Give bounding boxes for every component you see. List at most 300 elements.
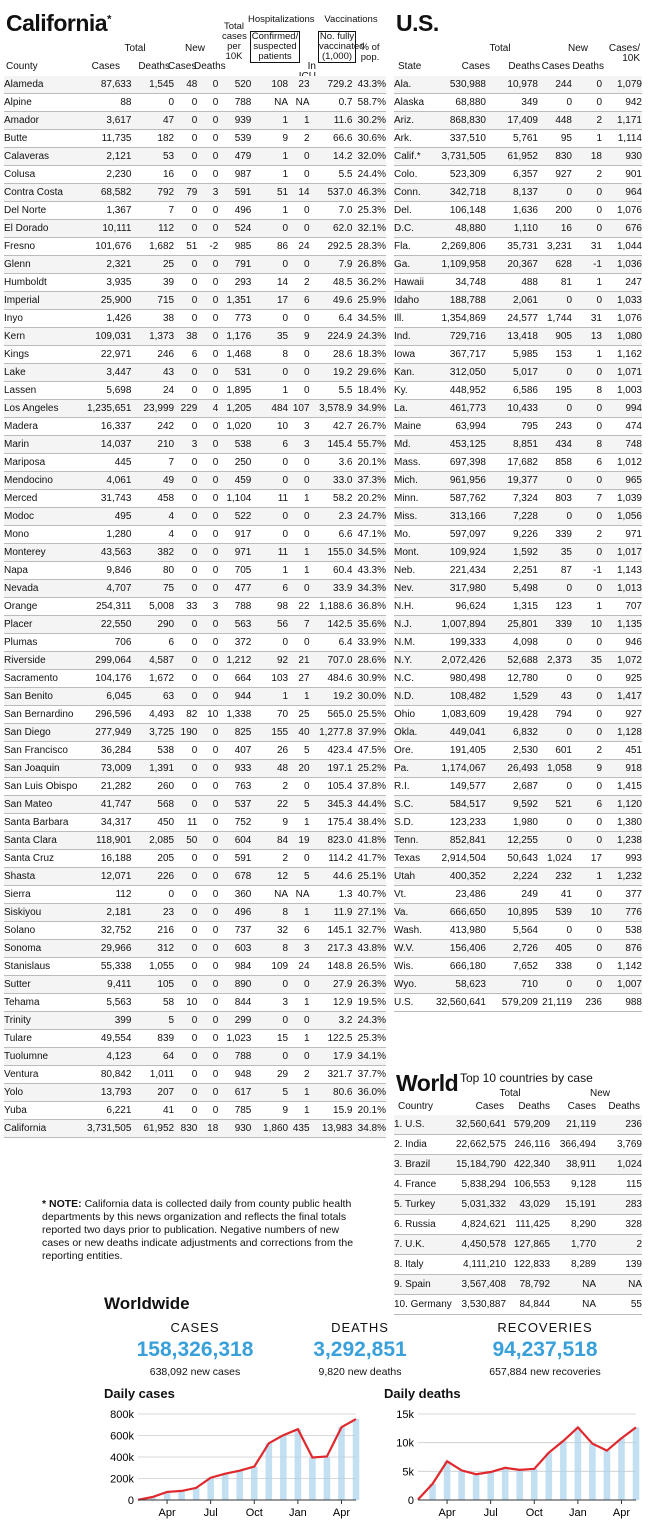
- cases-per-10k: 451: [602, 742, 642, 760]
- new-deaths: 0: [197, 274, 218, 292]
- new-deaths: -1: [572, 562, 602, 580]
- ca-header-county: County: [6, 61, 38, 72]
- total-cases: 199,333: [434, 634, 486, 652]
- new-deaths: 0: [197, 760, 218, 778]
- state-name: Tenn.: [394, 832, 434, 850]
- state-name: Texas: [394, 850, 434, 868]
- cases-per-10k: 496: [218, 202, 251, 220]
- cases-per-10k: 360: [218, 886, 251, 904]
- state-row: [394, 634, 642, 652]
- total-deaths: 1,110: [486, 220, 538, 238]
- county-name: Yolo: [4, 1084, 87, 1102]
- new-deaths: 0: [572, 688, 602, 706]
- icu-patients: 5: [288, 742, 309, 760]
- cases-per-10k: 1,012: [602, 454, 642, 472]
- worldwide-deaths-value: 3,292,851: [313, 1338, 407, 1361]
- fully-vaccinated: 122.5: [310, 1030, 353, 1048]
- total-cases: 32,560,641: [456, 1115, 506, 1135]
- hosp-patients: 29: [251, 1066, 288, 1084]
- fully-vaccinated: 17.9: [310, 1048, 353, 1066]
- cases-per-10k: 788: [218, 1048, 251, 1066]
- total-deaths: 6,586: [486, 382, 538, 400]
- average-line: [138, 1419, 356, 1500]
- county-row: [4, 1030, 386, 1048]
- total-cases: 868,830: [434, 112, 486, 130]
- hosp-patients: 8: [251, 346, 288, 364]
- state-row: [394, 760, 642, 778]
- new-deaths: 236: [572, 994, 602, 1012]
- total-deaths: 13,418: [486, 328, 538, 346]
- world-title: World: [396, 1070, 459, 1096]
- country-row: [394, 1115, 642, 1135]
- total-cases: 73,009: [87, 760, 132, 778]
- cases-per-10k: 1,023: [218, 1030, 251, 1048]
- icu-patients: 2: [288, 130, 309, 148]
- total-deaths: 382: [131, 544, 174, 562]
- total-cases: 108,482: [434, 688, 486, 706]
- new-cases: 43: [538, 688, 572, 706]
- hosp-patients: 86: [251, 238, 288, 256]
- cases-per-10k: 773: [218, 310, 251, 328]
- new-deaths: 0: [197, 76, 218, 94]
- total-cases: 4,061: [87, 472, 132, 490]
- fully-vaccinated: 145.4: [310, 436, 353, 454]
- new-cases: 858: [538, 454, 572, 472]
- new-deaths: 0: [572, 472, 602, 490]
- pct-vaccinated: 58.7%: [352, 94, 386, 112]
- x-tick-label: Jan: [568, 1507, 587, 1519]
- total-cases: 530,988: [434, 76, 486, 94]
- total-cases: 29,966: [87, 940, 132, 958]
- total-cases: 666,650: [434, 904, 486, 922]
- county-name: Sonoma: [4, 940, 87, 958]
- world-header-total: Total: [499, 1088, 521, 1099]
- cases-per-10k: 994: [602, 400, 642, 418]
- new-deaths: 0: [197, 148, 218, 166]
- total-deaths: 2,530: [486, 742, 538, 760]
- new-deaths: 0: [572, 958, 602, 976]
- cases-per-10k: 563: [218, 616, 251, 634]
- daily-bar: [633, 1427, 640, 1500]
- county-row: [4, 508, 386, 526]
- daily-bar: [444, 1461, 451, 1500]
- cases-per-10k: 1,007: [602, 976, 642, 994]
- new-cases: 6: [174, 346, 197, 364]
- county-row: [4, 562, 386, 580]
- cases-per-10k: 1,895: [218, 382, 251, 400]
- hosp-patients: 0: [251, 364, 288, 382]
- pct-vaccinated: 25.5%: [352, 706, 386, 724]
- fully-vaccinated: 345.3: [310, 796, 353, 814]
- total-deaths: 24,577: [486, 310, 538, 328]
- state-name: R.I.: [394, 778, 434, 796]
- state-name: N.J.: [394, 616, 434, 634]
- pct-vaccinated: 26.3%: [352, 976, 386, 994]
- fully-vaccinated: 5.5: [310, 166, 353, 184]
- hosp-patients: 8: [251, 940, 288, 958]
- pct-vaccinated: 43.3%: [352, 562, 386, 580]
- total-deaths: 5: [131, 1012, 174, 1030]
- pct-vaccinated: 25.2%: [352, 760, 386, 778]
- county-row: [4, 526, 386, 544]
- cases-per-10k: 1,033: [602, 292, 642, 310]
- new-deaths: 0: [197, 472, 218, 490]
- new-deaths: 1: [572, 598, 602, 616]
- icu-patients: 20: [288, 760, 309, 778]
- total-cases: 68,880: [434, 94, 486, 112]
- cases-per-10k: 948: [218, 1066, 251, 1084]
- hosp-patients: 32: [251, 922, 288, 940]
- total-deaths: 50,643: [486, 850, 538, 868]
- pct-vaccinated: 30.6%: [352, 130, 386, 148]
- new-cases: 195: [538, 382, 572, 400]
- new-deaths: 0: [572, 202, 602, 220]
- county-row: [4, 274, 386, 292]
- new-deaths: 0: [197, 166, 218, 184]
- new-deaths: 0: [197, 994, 218, 1012]
- state-row: [394, 418, 642, 436]
- pct-vaccinated: 47.1%: [352, 526, 386, 544]
- county-name: Madera: [4, 418, 87, 436]
- pct-vaccinated: 24.3%: [352, 328, 386, 346]
- total-deaths: 1,315: [486, 598, 538, 616]
- new-deaths: 0: [197, 850, 218, 868]
- y-tick-label: 0: [407, 1495, 414, 1507]
- y-tick-label: 600k: [110, 1430, 134, 1443]
- fully-vaccinated: 44.6: [310, 868, 353, 886]
- total-deaths: 17,682: [486, 454, 538, 472]
- state-row: [394, 94, 642, 112]
- pct-vaccinated: 41.8%: [352, 832, 386, 850]
- hosp-patients: 35: [251, 328, 288, 346]
- worldwide-recoveries-value: 94,237,518: [492, 1338, 598, 1361]
- fully-vaccinated: 49.6: [310, 292, 353, 310]
- new-deaths: 139: [596, 1255, 642, 1275]
- hosp-patients: 0: [251, 976, 288, 994]
- icu-patients: 0: [288, 256, 309, 274]
- state-name: Maine: [394, 418, 434, 436]
- ca-header-pct: % of pop.: [360, 42, 380, 63]
- state-name: Ore.: [394, 742, 434, 760]
- new-deaths: 0: [572, 886, 602, 904]
- state-row: [394, 346, 642, 364]
- new-deaths: 0: [197, 958, 218, 976]
- cases-per-10k: 763: [218, 778, 251, 796]
- pct-vaccinated: 36.0%: [352, 1084, 386, 1102]
- y-tick-label: 200k: [110, 1473, 134, 1486]
- fully-vaccinated: 537.0: [310, 184, 353, 202]
- hosp-patients: 1: [251, 166, 288, 184]
- state-name: Nev.: [394, 580, 434, 598]
- state-name: Okla.: [394, 724, 434, 742]
- new-deaths: 0: [197, 508, 218, 526]
- total-cases: 961,956: [434, 472, 486, 490]
- county-row: [4, 94, 386, 112]
- cases-per-10k: 293: [218, 274, 251, 292]
- hosp-patients: 3: [251, 994, 288, 1012]
- new-deaths: 0: [197, 112, 218, 130]
- icu-patients: 19: [288, 832, 309, 850]
- total-cases: 191,405: [434, 742, 486, 760]
- new-cases: 38,911: [550, 1155, 596, 1175]
- new-deaths: 0: [197, 1102, 218, 1120]
- fully-vaccinated: 15.9: [310, 1102, 353, 1120]
- total-cases: 523,309: [434, 166, 486, 184]
- total-deaths: 1,391: [131, 760, 174, 778]
- new-deaths: 18: [197, 1120, 218, 1138]
- state-name: N.C.: [394, 670, 434, 688]
- state-name: S.D.: [394, 814, 434, 832]
- total-deaths: 35,731: [486, 238, 538, 256]
- cases-per-10k: 520: [218, 76, 251, 94]
- state-name: Idaho: [394, 292, 434, 310]
- total-deaths: 312: [131, 940, 174, 958]
- icu-patients: 2: [288, 274, 309, 292]
- new-cases: 0: [538, 724, 572, 742]
- total-cases: 3,567,408: [456, 1275, 506, 1295]
- cases-per-10k: 737: [218, 922, 251, 940]
- state-name: Ky.: [394, 382, 434, 400]
- county-row: [4, 652, 386, 670]
- total-deaths: 53: [131, 148, 174, 166]
- total-cases: 188,788: [434, 292, 486, 310]
- new-cases: 3,231: [538, 238, 572, 256]
- total-deaths: 112: [131, 220, 174, 238]
- county-name: Inyo: [4, 310, 87, 328]
- new-cases: 0: [174, 148, 197, 166]
- county-name: Tuolumne: [4, 1048, 87, 1066]
- total-cases: 4,450,578: [456, 1235, 506, 1255]
- new-deaths: -2: [197, 238, 218, 256]
- total-cases: 342,718: [434, 184, 486, 202]
- new-cases: 81: [538, 274, 572, 292]
- daily-bar: [473, 1474, 480, 1500]
- fully-vaccinated: 33.0: [310, 472, 353, 490]
- state-row: [394, 166, 642, 184]
- state-row: [394, 922, 642, 940]
- county-row: [4, 454, 386, 472]
- pct-vaccinated: 43.3%: [352, 76, 386, 94]
- total-cases: 4,707: [87, 580, 132, 598]
- hosp-patients: 6: [251, 580, 288, 598]
- total-cases: 2,269,806: [434, 238, 486, 256]
- y-tick-label: 400k: [110, 1452, 134, 1464]
- total-cases: 313,166: [434, 508, 486, 526]
- pct-vaccinated: 33.9%: [352, 634, 386, 652]
- pct-vaccinated: 37.8%: [352, 778, 386, 796]
- total-deaths: 5,008: [131, 598, 174, 616]
- california-title: California*: [6, 10, 111, 36]
- new-deaths: 0: [572, 922, 602, 940]
- total-deaths: 579,209: [486, 994, 538, 1012]
- total-cases: 49,554: [87, 1030, 132, 1048]
- total-cases: 16,337: [87, 418, 132, 436]
- cases-per-10k: 1,143: [602, 562, 642, 580]
- total-cases: 3,731,505: [434, 148, 486, 166]
- new-deaths: 0: [197, 1030, 218, 1048]
- x-tick-label: Apr: [158, 1507, 176, 1519]
- icu-patients: 3: [288, 940, 309, 958]
- total-deaths: 10,978: [486, 76, 538, 94]
- new-deaths: 0: [197, 832, 218, 850]
- cases-per-10k: 1,003: [602, 382, 642, 400]
- new-deaths: 0: [197, 562, 218, 580]
- pct-vaccinated: 32.0%: [352, 148, 386, 166]
- state-row: [394, 220, 642, 238]
- total-deaths: 43,029: [506, 1195, 550, 1215]
- cases-per-10k: 1,128: [602, 724, 642, 742]
- country-row: [394, 1215, 642, 1235]
- total-deaths: 25,801: [486, 616, 538, 634]
- daily-cases-chart: [100, 1406, 362, 1522]
- total-deaths: 25: [131, 256, 174, 274]
- new-deaths: 31: [572, 310, 602, 328]
- total-deaths: 61,952: [131, 1120, 174, 1138]
- new-deaths: 13: [572, 328, 602, 346]
- ca-header-deaths: Deaths: [138, 61, 170, 72]
- state-name: N.H.: [394, 598, 434, 616]
- fully-vaccinated: 292.5: [310, 238, 353, 256]
- cases-per-10k: 459: [218, 472, 251, 490]
- total-cases: 48,880: [434, 220, 486, 238]
- new-cases: NA: [550, 1295, 596, 1315]
- state-row: [394, 274, 642, 292]
- state-name: U.S.: [394, 994, 434, 1012]
- total-cases: 337,510: [434, 130, 486, 148]
- daily-bar: [589, 1444, 596, 1500]
- state-row: [394, 670, 642, 688]
- new-deaths: 0: [572, 634, 602, 652]
- cases-per-10k: 539: [218, 130, 251, 148]
- county-row: [4, 670, 386, 688]
- cases-per-10k: 1,205: [218, 400, 251, 418]
- total-cases: 21,282: [87, 778, 132, 796]
- new-cases: 0: [538, 670, 572, 688]
- total-cases: 1,426: [87, 310, 132, 328]
- county-name: Sierra: [4, 886, 87, 904]
- cases-per-10k: 247: [602, 274, 642, 292]
- cases-per-10k: 930: [602, 148, 642, 166]
- total-deaths: 249: [486, 886, 538, 904]
- daily-bar: [618, 1438, 625, 1500]
- state-row: [394, 364, 642, 382]
- state-name: Mo.: [394, 526, 434, 544]
- new-deaths: 0: [197, 220, 218, 238]
- icu-patients: 0: [288, 850, 309, 868]
- state-name: Pa.: [394, 760, 434, 778]
- state-name: Colo.: [394, 166, 434, 184]
- county-row: [4, 364, 386, 382]
- state-row: [394, 796, 642, 814]
- new-cases: 0: [174, 418, 197, 436]
- state-row: [394, 400, 642, 418]
- total-cases: 156,406: [434, 940, 486, 958]
- county-row: [4, 490, 386, 508]
- state-name: N.M.: [394, 634, 434, 652]
- state-row: [394, 526, 642, 544]
- hosp-patients: 92: [251, 652, 288, 670]
- us-title: U.S.: [396, 10, 439, 36]
- new-cases: 0: [174, 472, 197, 490]
- state-row: [394, 112, 642, 130]
- county-row: [4, 400, 386, 418]
- icu-patients: 107: [288, 400, 309, 418]
- new-deaths: 10: [197, 706, 218, 724]
- total-deaths: 58: [131, 994, 174, 1012]
- new-cases: 405: [538, 940, 572, 958]
- total-cases: 36,284: [87, 742, 132, 760]
- county-row: [4, 634, 386, 652]
- cases-per-10k: 917: [218, 526, 251, 544]
- average-line: [418, 1427, 636, 1499]
- new-cases: 95: [538, 130, 572, 148]
- total-cases: 584,517: [434, 796, 486, 814]
- hosp-patients: 1: [251, 112, 288, 130]
- fully-vaccinated: 1.3: [310, 886, 353, 904]
- icu-patients: 3: [288, 418, 309, 436]
- icu-patients: 0: [288, 166, 309, 184]
- new-deaths: 0: [197, 1012, 218, 1030]
- hosp-patients: 70: [251, 706, 288, 724]
- total-cases: 495: [87, 508, 132, 526]
- state-row: [394, 994, 642, 1012]
- new-deaths: 0: [572, 706, 602, 724]
- county-name: Siskiyou: [4, 904, 87, 922]
- total-cases: 413,980: [434, 922, 486, 940]
- new-cases: 0: [538, 580, 572, 598]
- new-deaths: 1: [572, 130, 602, 148]
- icu-patients: 22: [288, 598, 309, 616]
- ca-header-cases: Cases: [91, 61, 120, 72]
- total-deaths: 5,017: [486, 364, 538, 382]
- cases-per-10k: 250: [218, 454, 251, 472]
- us-header-total: Total: [489, 43, 511, 54]
- total-cases: 445: [87, 454, 132, 472]
- county-name: Placer: [4, 616, 87, 634]
- state-row: [394, 184, 642, 202]
- new-cases: 338: [538, 958, 572, 976]
- icu-patients: 0: [288, 346, 309, 364]
- daily-bar: [236, 1471, 243, 1500]
- new-cases: 190: [174, 724, 197, 742]
- icu-patients: 0: [288, 1048, 309, 1066]
- ca-header-icu: In: [307, 61, 316, 72]
- new-cases: 0: [538, 814, 572, 832]
- county-row: [4, 1084, 386, 1102]
- cases-per-10k: 1,232: [602, 868, 642, 886]
- fully-vaccinated: 197.1: [310, 760, 353, 778]
- new-cases: 10: [174, 994, 197, 1012]
- new-deaths: 0: [572, 670, 602, 688]
- icu-patients: 1: [288, 562, 309, 580]
- county-name: San Bernardino: [4, 706, 87, 724]
- icu-patients: 1: [288, 1084, 309, 1102]
- ca-header-vaccinations: Vaccinations: [324, 14, 378, 25]
- new-cases: 830: [538, 148, 572, 166]
- fully-vaccinated: 423.4: [310, 742, 353, 760]
- county-name: Humboldt: [4, 274, 87, 292]
- new-cases: 0: [174, 778, 197, 796]
- hosp-patients: 0: [251, 1048, 288, 1066]
- county-row: [4, 994, 386, 1012]
- total-deaths: 47: [131, 112, 174, 130]
- cases-per-10k: 1,017: [602, 544, 642, 562]
- total-deaths: 61,952: [486, 148, 538, 166]
- cases-per-10k: 942: [602, 94, 642, 112]
- county-name: Tehama: [4, 994, 87, 1012]
- total-cases: 13,793: [87, 1084, 132, 1102]
- worldwide-deaths-new: 9,820 new deaths: [318, 1366, 402, 1378]
